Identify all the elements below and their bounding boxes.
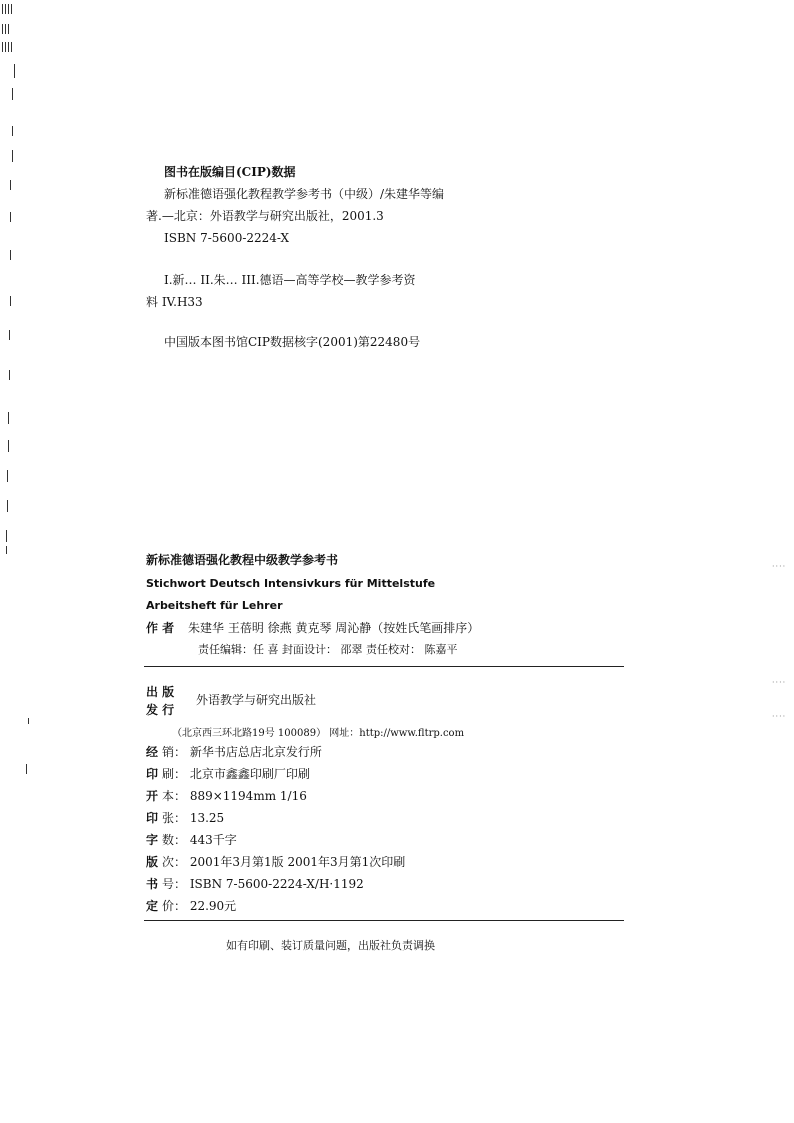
pub-item-2 bbox=[146, 766, 310, 782]
pub-item-label: 印 bbox=[146, 767, 159, 781]
divider-bottom bbox=[144, 920, 624, 921]
cip-heading: 图书在版编目(CIP)数据 bbox=[164, 165, 296, 179]
book-german-subtitle: Arbeitsheft für Lehrer bbox=[146, 599, 283, 612]
pub-item-8 bbox=[146, 898, 236, 914]
book-editors: 责任编辑：任 喜 封面设计： 邵翠 责任校对： 陈嘉平 bbox=[198, 643, 458, 656]
pub-item-text: 本： 889×1194mm 1/16 bbox=[162, 789, 307, 803]
scan-dots-right-1: ···· bbox=[772, 562, 787, 571]
pub-item-6 bbox=[146, 854, 405, 870]
cip-line-5: 中国版本图书馆CIP数据核字(2001)第22480号 bbox=[164, 335, 421, 349]
pub-item-7 bbox=[146, 876, 364, 892]
publisher-name: 外语教学与研究出版社 bbox=[196, 693, 317, 707]
publisher-label-1: 出 版 bbox=[146, 685, 175, 699]
quality-notice: 如有印刷、装订质量问题，出版社负责调换 bbox=[226, 939, 435, 952]
scan-dots-right-3: ···· bbox=[772, 712, 787, 721]
pub-item-label: 经 bbox=[146, 745, 159, 759]
pub-item-text: 次： 2001年3月第1版 2001年3月第1次印刷 bbox=[162, 855, 406, 869]
pub-item-5 bbox=[146, 832, 237, 848]
pub-item-3 bbox=[146, 788, 307, 804]
pub-item-1 bbox=[146, 744, 322, 760]
pub-item-text: 刷： 北京市鑫鑫印刷厂印刷 bbox=[162, 767, 310, 781]
pub-item-label: 印 bbox=[146, 811, 159, 825]
pub-item-label: 定 bbox=[146, 899, 159, 913]
pub-item-label: 书 bbox=[146, 877, 159, 891]
pub-item-text: 价： 22.90元 bbox=[162, 899, 237, 913]
book-title: 新标准德语强化教程中级教学参考书 bbox=[146, 553, 339, 567]
cip-isbn: ISBN 7-5600-2224-X bbox=[164, 231, 290, 245]
cip-line-3: I.新… II.朱… III.德语—高等学校—教学参考资 bbox=[164, 273, 416, 287]
author-label: 作 者 bbox=[146, 621, 175, 635]
book-authors-row bbox=[146, 620, 479, 636]
publisher-label-2: 发 行 bbox=[146, 703, 175, 717]
pub-item-label: 开 bbox=[146, 789, 159, 803]
publisher-address: （北京西三环北路19号 100089） 网址：http://www.fltrp.com bbox=[172, 728, 465, 739]
divider-top bbox=[144, 666, 624, 667]
cip-line-4: 料 IV.H33 bbox=[146, 295, 203, 309]
pub-item-text: 数： 443千字 bbox=[162, 833, 237, 847]
scan-dots-right-2: ···· bbox=[772, 678, 787, 687]
pub-item-text: 号： ISBN 7-5600-2224-X/H·1192 bbox=[162, 877, 364, 891]
pub-item-text: 张： 13.25 bbox=[162, 811, 225, 825]
cip-line-2: 著.—北京：外语教学与研究出版社，2001.3 bbox=[146, 209, 384, 223]
pub-item-4 bbox=[146, 810, 224, 826]
book-german-title: Stichwort Deutsch Intensivkurs für Mittelstufe bbox=[146, 577, 436, 590]
cip-line-1: 新标准德语强化教程教学参考书（中级）/朱建华等编 bbox=[164, 187, 445, 201]
author-names: 朱建华 王蓓明 徐燕 黄克琴 周沁静（按姓氏笔画排序） bbox=[188, 621, 480, 635]
pub-item-text: 销： 新华书店总店北京发行所 bbox=[162, 745, 322, 759]
pub-item-label: 字 bbox=[146, 833, 159, 847]
pub-item-label: 版 bbox=[146, 855, 159, 869]
